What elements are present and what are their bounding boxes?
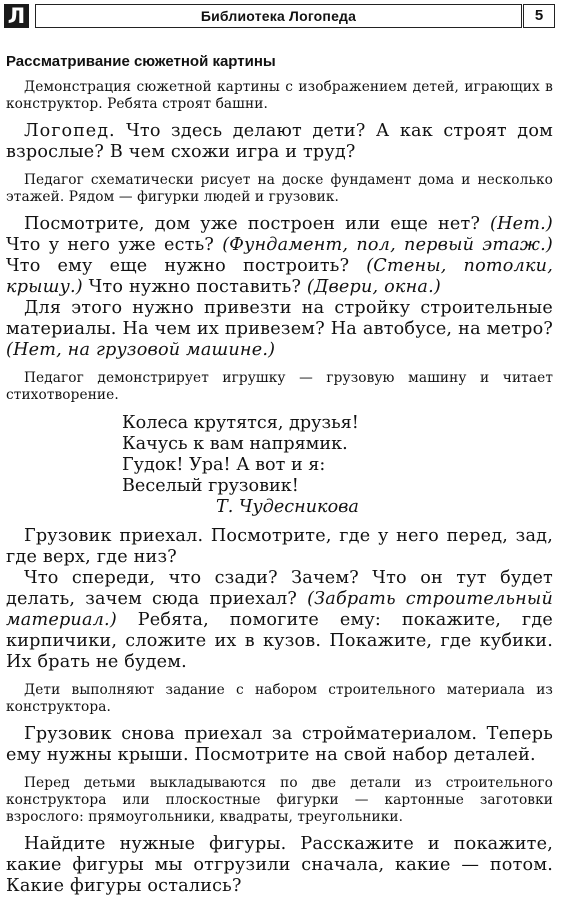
poem-line: Гудок! Ура! А вот и я: (122, 455, 326, 475)
speech-text: Ребята, помогите ему: покажите, где кирпичики, сложите их в кузов. Покажите, где кубики. Их брать не будем. (6, 610, 553, 672)
instruction-paragraph: Педагог демонстрирует игрушку — грузовую машину и читает стихотворение. (6, 370, 553, 403)
poem-line: Веселый грузовик! (122, 476, 299, 496)
answer-text: (Нет, на грузовой машине.) (6, 340, 276, 360)
speech-paragraph (6, 121, 553, 163)
speech-text: Что ему еще нужно построить? (6, 256, 367, 276)
instruction-paragraph: Перед детьми выкладываются по две детали из строительного конструктора или плоскостные фигурки — картонные заготовки взрослого: прямоугольники, квадраты, треугольники. (6, 775, 553, 825)
poem-author: Т. Чудесникова (216, 497, 359, 517)
page-body (6, 52, 553, 897)
speech-text: Что здесь делают дети? А как строят дом взрослые? В чем схожи игра и труд? (6, 121, 553, 162)
speech-paragraph: Найдите нужные фигуры. Расскажите и покажите, какие фигуры мы отгрузили сначала, какие — потом. Какие фигуры остались? (6, 834, 553, 896)
page-header (4, 4, 555, 30)
instruction-paragraph: Демонстрация сюжетной картины с изображением детей, играющих в конструктор. Ребята строят башни. (6, 79, 553, 112)
page-number: 5 (523, 4, 555, 28)
answer-text: (Стены, потолки, крышу.) (6, 256, 553, 297)
answer-text: (Нет.) (490, 214, 553, 234)
answer-text: (Двери, окна.) (306, 277, 441, 297)
section-heading: Рассматривание сюжетной картины (6, 53, 276, 70)
speech-paragraph: Грузовик приехал. Посмотрите, где у него перед, зад, где верх, где низ? (6, 526, 553, 567)
speech-text: Что у него уже есть? (6, 235, 223, 255)
running-title: Библиотека Логопеда (35, 4, 522, 28)
speech-text: Посмотрите, дом уже построен или еще нет? (24, 214, 491, 234)
speech-text: Для этого нужно привезти на стройку строительные материалы. На чем их привезем? На автобусе, на метро? (6, 298, 553, 339)
instruction-paragraph: Педагог схематически рисует на доске фундамент дома и несколько этажей. Рядом — фигурки людей и грузовик. (6, 172, 553, 205)
poem-line: Качусь к вам напрямик. (122, 434, 348, 454)
speech-paragraph (6, 214, 553, 298)
speech-paragraph (6, 568, 553, 673)
logo-badge: Л (4, 4, 29, 28)
speech-paragraph: Грузовик снова приехал за стройматериалом. Теперь ему нужны крыши. Посмотрите на свой набор деталей. (6, 724, 553, 765)
speech-paragraph (6, 298, 553, 361)
speaker-label: Логопед. (24, 121, 116, 141)
poem-line: Колеса крутятся, друзья! (122, 413, 359, 433)
instruction-paragraph: Дети выполняют задание с набором строительного материала из конструктора. (6, 682, 553, 715)
poem (122, 413, 553, 518)
speech-text: Что нужно поставить? (82, 277, 307, 297)
speech-text: Что спереди, что сзади? Зачем? Что он тут будет делать, зачем сюда приехал? (6, 568, 553, 609)
answer-text: (Фундамент, пол, первый этаж.) (222, 235, 553, 255)
answer-text: (Забрать строительный материал.) (6, 589, 553, 630)
